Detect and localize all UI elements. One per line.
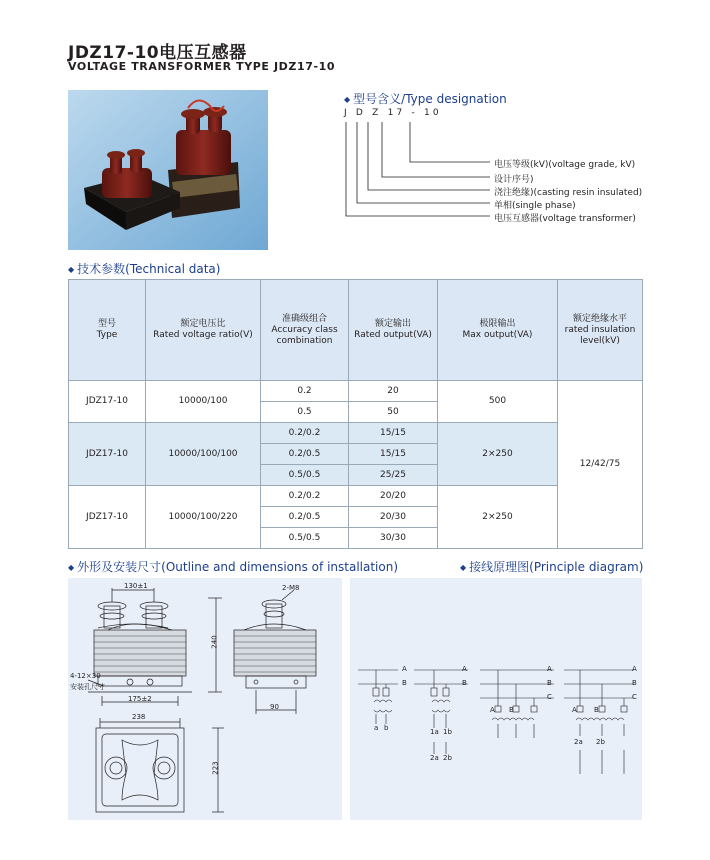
diamond-bullet-icon: ◆	[68, 265, 75, 274]
terminal-label: 2a	[430, 754, 439, 762]
outline-heading	[68, 558, 398, 575]
dim-bolt: 2-M8	[282, 584, 300, 592]
phase-label: B	[547, 679, 552, 687]
terminal-label: A	[490, 706, 495, 714]
type-cell: JDZ17-10	[69, 423, 146, 486]
phase-label: B	[462, 679, 467, 687]
diamond-bullet-icon: ◆	[460, 563, 467, 572]
output-cell: 25/25	[349, 465, 438, 486]
code-letter: D	[355, 108, 367, 118]
technical-data-heading	[68, 260, 220, 277]
terminal-label: 2b	[443, 754, 452, 762]
phase-label: A	[462, 665, 467, 673]
outline-title: 外形及安装尺寸(Outline and dimensions of installation)	[77, 560, 399, 574]
output-cell: 15/15	[349, 444, 438, 465]
designation-item: 设计序号)	[494, 175, 534, 185]
technical-data-title: 技术参数(Technical data)	[77, 262, 221, 276]
column-header: 准确级组合 Accuracy class combination	[261, 280, 349, 381]
insulation-cell: 12/42/75	[558, 381, 643, 549]
terminal-label: A	[572, 706, 577, 714]
dim-holes: 4-12×30	[70, 672, 101, 680]
phase-label: A	[632, 665, 637, 673]
type-cell: JDZ17-10	[69, 486, 146, 549]
output-cell: 20/30	[349, 507, 438, 528]
code-letter: 10	[424, 108, 442, 118]
accuracy-cell: 0.5/0.5	[261, 528, 349, 549]
column-header: 额定输出 Rated output(VA)	[349, 280, 438, 381]
accuracy-cell: 0.2/0.5	[261, 444, 349, 465]
output-cell: 20/20	[349, 486, 438, 507]
principle-diagram	[350, 578, 642, 820]
column-header: 额定绝缘水平 rated insulation level(kV)	[558, 280, 643, 381]
code-letter: -	[411, 108, 418, 118]
phase-label: A	[402, 665, 407, 673]
max-output-cell: 500	[438, 381, 558, 423]
designation-item: 单相(single phase)	[494, 201, 576, 211]
phase-label: B	[402, 679, 407, 687]
output-cell: 15/15	[349, 423, 438, 444]
dim-top-width: 130±1	[124, 582, 148, 590]
code-letter: J	[344, 108, 350, 118]
page-subtitle: VOLTAGE TRANSFORMER TYPE JDZ17-10	[68, 60, 336, 73]
max-output-cell: 2×250	[438, 423, 558, 486]
accuracy-cell: 0.2/0.2	[261, 486, 349, 507]
designation-item: 电压互感器(voltage transformer)	[494, 214, 636, 224]
outline-drawing	[68, 578, 342, 820]
column-header: 额定电压比 Rated voltage ratio(V)	[146, 280, 261, 381]
ratio-cell: 10000/100/220	[146, 486, 261, 549]
dim-base-pitch: 175±2	[128, 695, 152, 703]
terminal-label: 1a	[430, 728, 439, 736]
dim-base-width: 238	[132, 713, 146, 721]
principle-title: 接线原理图(Principle diagram)	[469, 560, 644, 574]
diamond-bullet-icon: ◆	[68, 563, 75, 572]
dim-side-pitch: 90	[270, 703, 279, 711]
type-designation-title: 型号含义/Type designation	[353, 92, 507, 106]
table-row	[69, 486, 643, 507]
phase-label: B	[632, 679, 637, 687]
terminal-label: B	[509, 706, 514, 714]
terminal-label: 1b	[443, 728, 452, 736]
column-header: 极限输出 Max output(VA)	[438, 280, 558, 381]
accuracy-cell: 0.5/0.5	[261, 465, 349, 486]
ratio-cell: 10000/100	[146, 381, 261, 423]
page-title: JDZ17-10电压互感器	[68, 43, 247, 63]
accuracy-cell: 0.2/0.5	[261, 507, 349, 528]
code-letter: 17	[387, 108, 406, 118]
phase-label: A	[547, 665, 552, 673]
dim-base-depth: 223	[211, 761, 220, 775]
terminal-label: b	[384, 724, 389, 732]
type-cell: JDZ17-10	[69, 381, 146, 423]
phase-label: C	[547, 693, 552, 701]
accuracy-cell: 0.5	[261, 402, 349, 423]
designation-item: 电压等级(kV)(voltage grade, kV)	[494, 160, 636, 170]
output-cell: 20	[349, 381, 438, 402]
accuracy-cell: 0.2/0.2	[261, 423, 349, 444]
diamond-bullet-icon: ◆	[344, 95, 351, 104]
accuracy-cell: 0.2	[261, 381, 349, 402]
dim-height: 240	[210, 635, 219, 649]
table-row	[69, 423, 643, 444]
terminal-label: B	[594, 706, 599, 714]
phase-label: C	[632, 693, 637, 701]
technical-data-table	[68, 279, 643, 549]
max-output-cell: 2×250	[438, 486, 558, 549]
ratio-cell: 10000/100/100	[146, 423, 261, 486]
terminal-label: 2b	[596, 738, 605, 746]
designation-item: 浇注绝缘)(casting resin insulated)	[494, 188, 643, 198]
output-cell: 50	[349, 402, 438, 423]
table-header-row	[69, 280, 643, 381]
terminal-label: a	[374, 724, 379, 732]
code-letter: Z	[372, 108, 382, 118]
principle-heading	[460, 558, 643, 575]
terminal-label: 2a	[574, 738, 583, 746]
column-header: 型号 Type	[69, 280, 146, 381]
table-row	[69, 381, 643, 402]
output-cell: 30/30	[349, 528, 438, 549]
dim-holes-label: 安装孔尺寸	[70, 683, 105, 691]
